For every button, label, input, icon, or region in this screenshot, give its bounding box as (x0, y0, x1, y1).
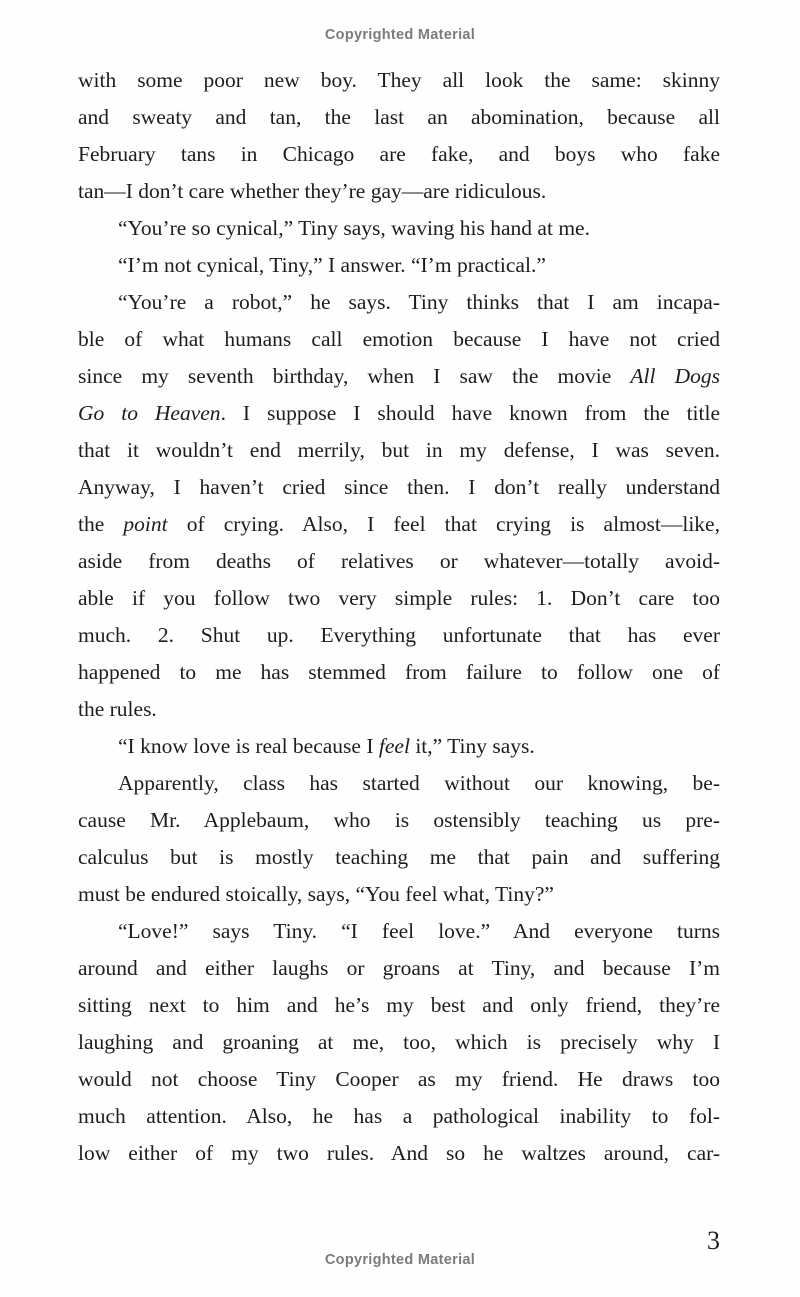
text-segment: calculus but is mostly teaching me that pain and suffering (78, 845, 720, 869)
text-line (78, 802, 720, 839)
text-line (78, 247, 720, 284)
text-segment: Anyway, I haven’t cried since then. I don’t really understand (78, 475, 720, 499)
text-segment: of crying. Also, I feel that crying is almost—like, (167, 512, 720, 536)
text-line (78, 321, 720, 358)
text-segment: since my seventh birthday, when I saw the movie (78, 364, 631, 388)
text-segment: the (78, 512, 124, 536)
text-segment: tan—I don’t care whether they’re gay—are ridiculous. (78, 179, 547, 203)
text-line (78, 284, 720, 321)
text-line (78, 99, 720, 136)
text-segment: much attention. Also, he has a pathological inability to fol- (78, 1104, 720, 1128)
text-line (78, 765, 720, 802)
text-segment: Apparently, class has started without our knowing, be- (118, 771, 720, 795)
page-number: 3 (707, 1226, 720, 1255)
copyright-notice-bottom: Copyrighted Material (324, 1252, 476, 1268)
body-text (78, 62, 720, 1172)
text-segment: and sweaty and tan, the last an abomination, because all (78, 105, 720, 129)
text-line (78, 543, 720, 580)
text-segment: the rules. (78, 697, 157, 721)
text-segment: must be endured stoically, says, “You feel what, Tiny?” (78, 882, 554, 906)
text-line (78, 395, 720, 432)
text-line (78, 950, 720, 987)
text-segment: much. 2. Shut up. Everything unfortunate that has ever (78, 623, 720, 647)
text-line (78, 1024, 720, 1061)
text-line (78, 506, 720, 543)
text-line (78, 987, 720, 1024)
text-segment: with some poor new boy. They all look the same: skinny (78, 68, 720, 92)
text-segment: “I’m not cynical, Tiny,” I answer. “I’m practical.” (118, 253, 546, 277)
text-segment: it,” Tiny says. (409, 734, 535, 758)
copyright-notice-top: Copyrighted Material (324, 27, 476, 43)
text-line (78, 469, 720, 506)
text-segment: around and either laughs or groans at Tiny, and because I’m (78, 956, 720, 980)
text-line (78, 1135, 720, 1172)
text-line (78, 62, 720, 99)
text-segment: “I know love is real because I (118, 734, 379, 758)
italic-text: Go to Heaven (78, 401, 221, 425)
text-segment: “Love!” says Tiny. “I feel love.” And everyone turns (118, 919, 720, 943)
text-line (78, 210, 720, 247)
text-line (78, 691, 720, 728)
text-segment: . I suppose I should have known from the title (220, 401, 721, 425)
text-line (78, 173, 720, 210)
italic-text: point (123, 512, 168, 536)
text-segment: sitting next to him and he’s my best and only friend, they’re (78, 993, 720, 1017)
text-line (78, 617, 720, 654)
text-line (78, 1061, 720, 1098)
text-segment: February tans in Chicago are fake, and boys who fake (78, 142, 720, 166)
text-segment: ble of what humans call emotion because I have not cried (78, 327, 720, 351)
text-segment: able if you follow two very simple rules: 1. Don’t care too (78, 586, 720, 610)
text-line (78, 728, 720, 765)
text-segment: low either of my two rules. And so he waltzes around, car- (78, 1141, 720, 1165)
text-segment: aside from deaths of relatives or whatever—totally avoid- (78, 549, 720, 573)
text-segment: happened to me has stemmed from failure to follow one of (78, 660, 720, 684)
text-segment: that it wouldn’t end merrily, but in my defense, I was seven. (78, 438, 720, 462)
text-line (78, 654, 720, 691)
text-line (78, 839, 720, 876)
italic-text: feel (378, 734, 410, 758)
text-line (78, 913, 720, 950)
italic-text: All Dogs (630, 364, 721, 388)
text-line (78, 136, 720, 173)
text-line (78, 580, 720, 617)
text-segment: laughing and groaning at me, too, which is precisely why I (78, 1030, 720, 1054)
text-segment: cause Mr. Applebaum, who is ostensibly teaching us pre- (78, 808, 720, 832)
text-line (78, 1098, 720, 1135)
text-segment: “You’re a robot,” he says. Tiny thinks that I am incapa- (118, 290, 720, 314)
text-line (78, 876, 720, 913)
text-line (78, 432, 720, 469)
text-line (78, 358, 720, 395)
text-segment: “You’re so cynical,” Tiny says, waving his hand at me. (118, 216, 590, 240)
text-segment: would not choose Tiny Cooper as my friend. He draws too (78, 1067, 720, 1091)
